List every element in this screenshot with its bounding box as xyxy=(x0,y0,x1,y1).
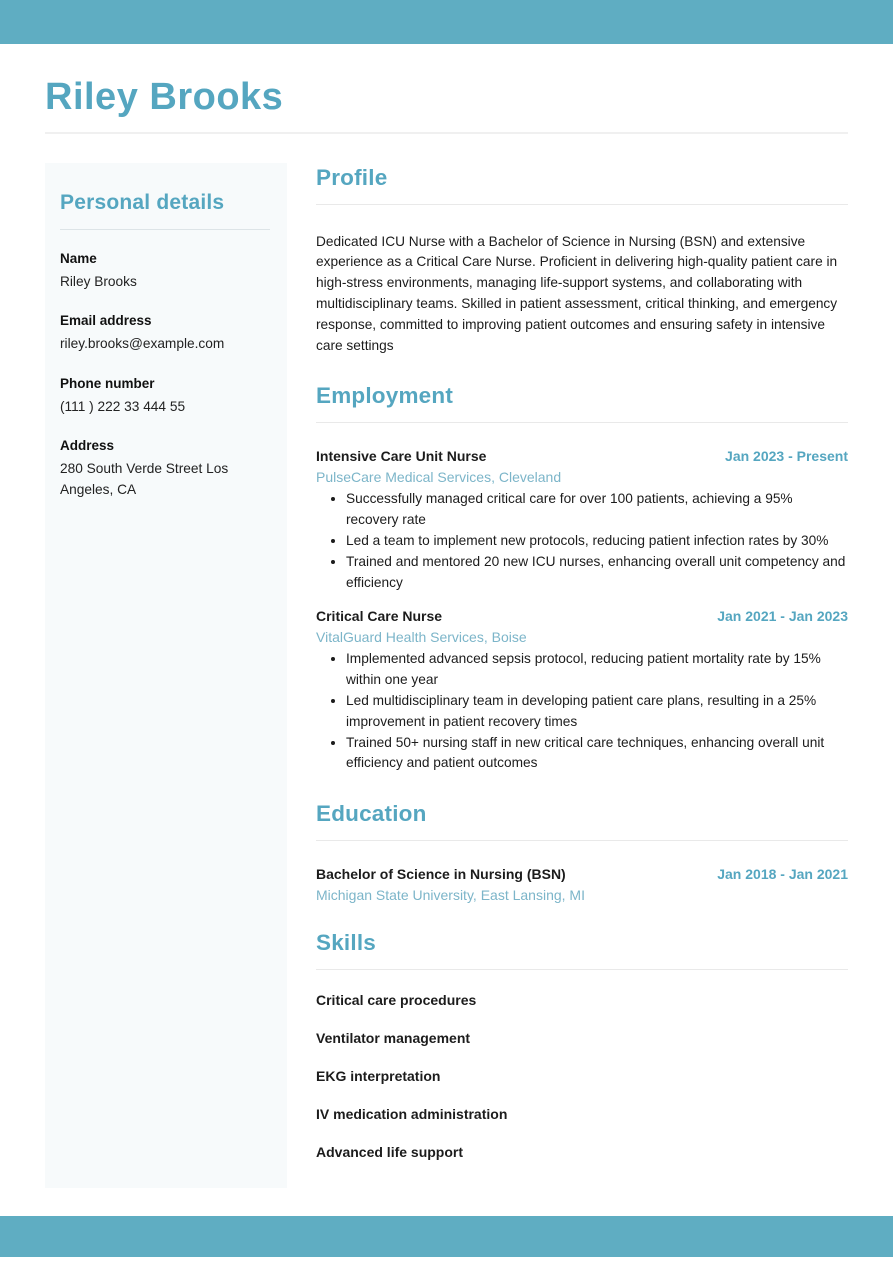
field-address xyxy=(60,438,270,500)
field-value: Riley Brooks xyxy=(60,273,137,289)
personal-details-heading: Personal details xyxy=(60,190,225,214)
job-dates: Jan 2023 - Present xyxy=(725,448,848,465)
field-value: 280 South Verde Street Los Angeles, CA xyxy=(60,461,229,497)
education-school: Michigan State University, East Lansing, MI xyxy=(316,887,585,904)
skills-list xyxy=(316,992,848,1160)
field-label: Email address xyxy=(60,313,152,329)
job-entry xyxy=(316,448,848,593)
job-bullet-list xyxy=(316,489,848,593)
job-dates: Jan 2021 - Jan 2023 xyxy=(717,608,848,625)
skill-item: EKG interpretation xyxy=(316,1068,441,1085)
field-value: riley.brooks@example.com xyxy=(60,336,225,352)
personal-details-panel xyxy=(45,163,287,1188)
profile-text: Dedicated ICU Nurse with a Bachelor of Science in Nursing (BSN) and extensive experience as a Critical Care Nurse. Proficient in delivering high-quality patient care in high-stress environments, managing life-support systems, and collaborating with multidisciplinary teams. Skilled in patient assessment, critical thinking, and emergency response, committed to improving patient outcomes and ensuring safety in intensive care settings xyxy=(316,233,838,353)
page-title: Riley Brooks xyxy=(45,76,284,118)
field-phone xyxy=(60,376,270,418)
job-bullet: • Led a team to implement new protocols, reducing patient infection rates by 30% xyxy=(346,531,848,552)
job-bullet: • Successfully managed critical care for over 100 patients, achieving a 95% recovery rate xyxy=(346,489,848,531)
skill-item: Ventilator management xyxy=(316,1030,471,1047)
education-entry xyxy=(316,866,848,903)
skills-section xyxy=(316,930,848,1160)
field-label: Name xyxy=(60,250,97,266)
employment-heading: Employment xyxy=(316,383,848,423)
profile-heading: Profile xyxy=(316,165,848,205)
job-header xyxy=(316,608,848,624)
field-label: Phone number xyxy=(60,375,155,391)
content-columns xyxy=(45,163,848,1188)
bottom-accent-bar xyxy=(0,1216,893,1257)
skill-item: Advanced life support xyxy=(316,1144,464,1161)
job-role: Critical Care Nurse xyxy=(316,608,443,625)
education-dates: Jan 2018 - Jan 2021 xyxy=(717,866,848,883)
field-label: Address xyxy=(60,438,115,454)
resume-page xyxy=(0,76,893,1188)
skills-heading: Skills xyxy=(316,930,848,970)
job-bullet: • Led multidisciplinary team in developing patient care plans, resulting in a 25% improvement in patient recovery times xyxy=(346,691,848,733)
main-column xyxy=(316,163,848,1188)
education-heading: Education xyxy=(316,801,848,841)
job-bullet-list xyxy=(316,649,848,774)
employment-section xyxy=(316,383,848,774)
job-entry xyxy=(316,608,848,774)
education-degree: Bachelor of Science in Nursing (BSN) xyxy=(316,866,566,883)
job-company: VitalGuard Health Services, Boise xyxy=(316,629,527,646)
job-company: PulseCare Medical Services, Cleveland xyxy=(316,469,562,486)
field-email xyxy=(60,313,270,355)
field-value: (111 ) 222 33 444 55 xyxy=(60,398,186,414)
title-divider xyxy=(45,132,848,134)
skill-item: IV medication administration xyxy=(316,1106,508,1123)
education-header xyxy=(316,866,848,882)
profile-section xyxy=(316,165,848,357)
job-role: Intensive Care Unit Nurse xyxy=(316,448,487,465)
job-bullet: • Trained 50+ nursing staff in new critical care techniques, enhancing overall unit efficiency and patient outcomes xyxy=(346,733,848,775)
job-bullet: • Implemented advanced sepsis protocol, reducing patient mortality rate by 15% within one year xyxy=(346,649,848,691)
skill-item: Critical care procedures xyxy=(316,992,477,1009)
top-accent-bar xyxy=(0,0,893,44)
job-bullet: • Trained and mentored 20 new ICU nurses, enhancing overall unit competency and efficiency xyxy=(346,552,848,594)
job-header xyxy=(316,448,848,464)
field-name xyxy=(60,251,270,293)
education-section xyxy=(316,801,848,903)
personal-details-divider xyxy=(60,229,270,230)
